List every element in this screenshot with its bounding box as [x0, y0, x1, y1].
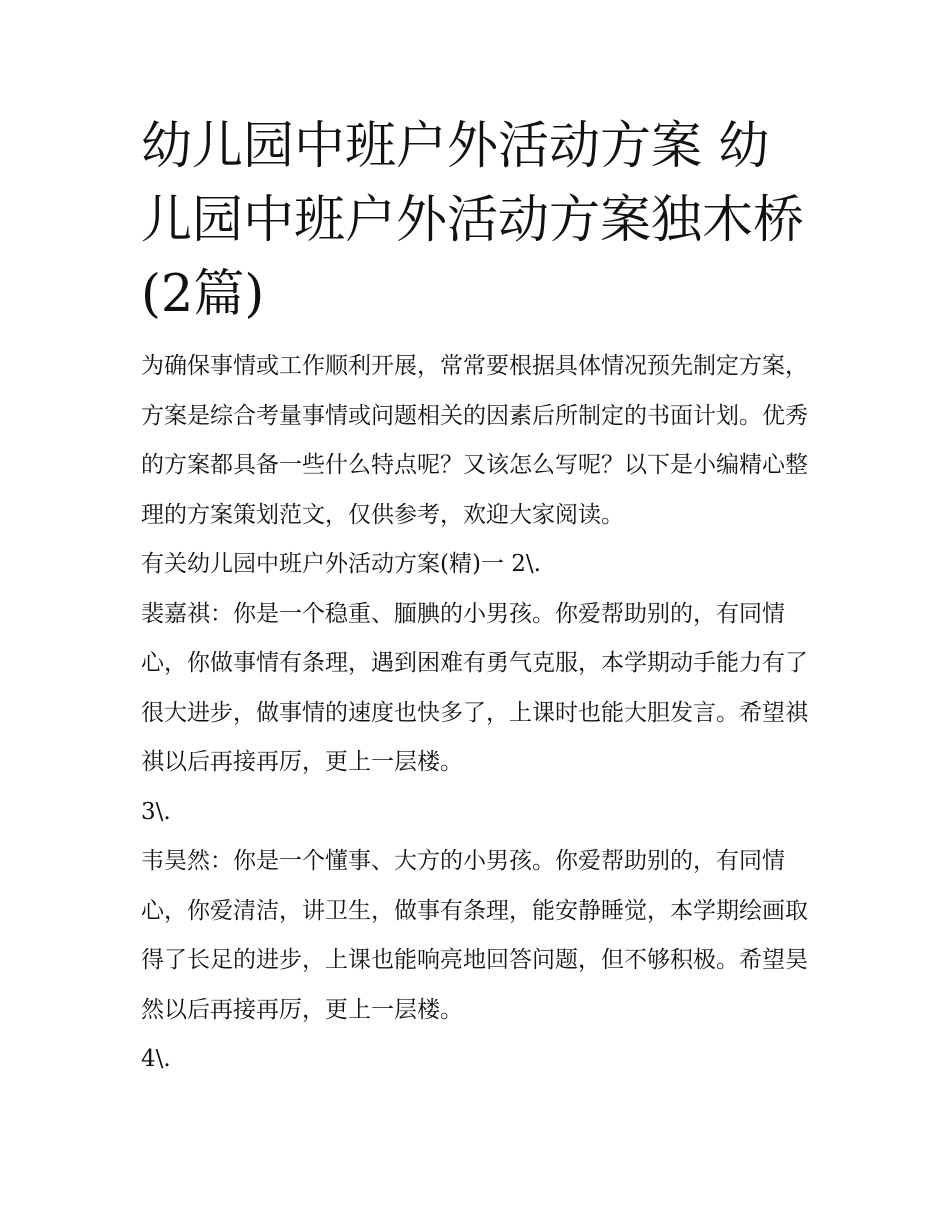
intro-paragraph: 为确保事情或工作顺利开展，常常要根据具体情况预先制定方案，方案是综合考量事情或问题相关的因素后所制定的书面计划。优秀的方案都具备一些什么特点呢？又该怎么写呢？以下是小编精心整理的方案策划范文，仅供参考，欢迎大家阅读。 [141, 353, 808, 528]
item-number-3: 3\. [141, 798, 171, 825]
comment-paragraph-wei-haoran: 韦昊然：你是一个懂事、大方的小男孩。你爱帮助别的，有同情心，你爱清洁，讲卫生，做事有条理，能安静睡觉，本学期绘画取得了长足的进步，上课也能响亮地回答问题，但不够积极。希望昊然以后再接再厉，更上一层楼。 [141, 848, 808, 1023]
document-title: 幼儿园中班户外活动方案 幼儿园中班户外活动方案独木桥(2篇) [141, 117, 805, 324]
document-body [141, 110, 816, 1085]
comment-paragraph-pei-jiaqi: 裴嘉祺：你是一个稳重、腼腆的小男孩。你爱帮助别的，有同情心，你做事情有条理，遇到困难有勇气克服，本学期动手能力有了很大进步，做事情的速度也快多了，上课时也能大胆发言。希望祺祺以后再接再厉，更上一层楼。 [141, 600, 808, 775]
item-number-4: 4\. [141, 1046, 171, 1072]
section-heading: 有关幼儿园中班户外活动方案(精)一 2\. [141, 551, 541, 577]
